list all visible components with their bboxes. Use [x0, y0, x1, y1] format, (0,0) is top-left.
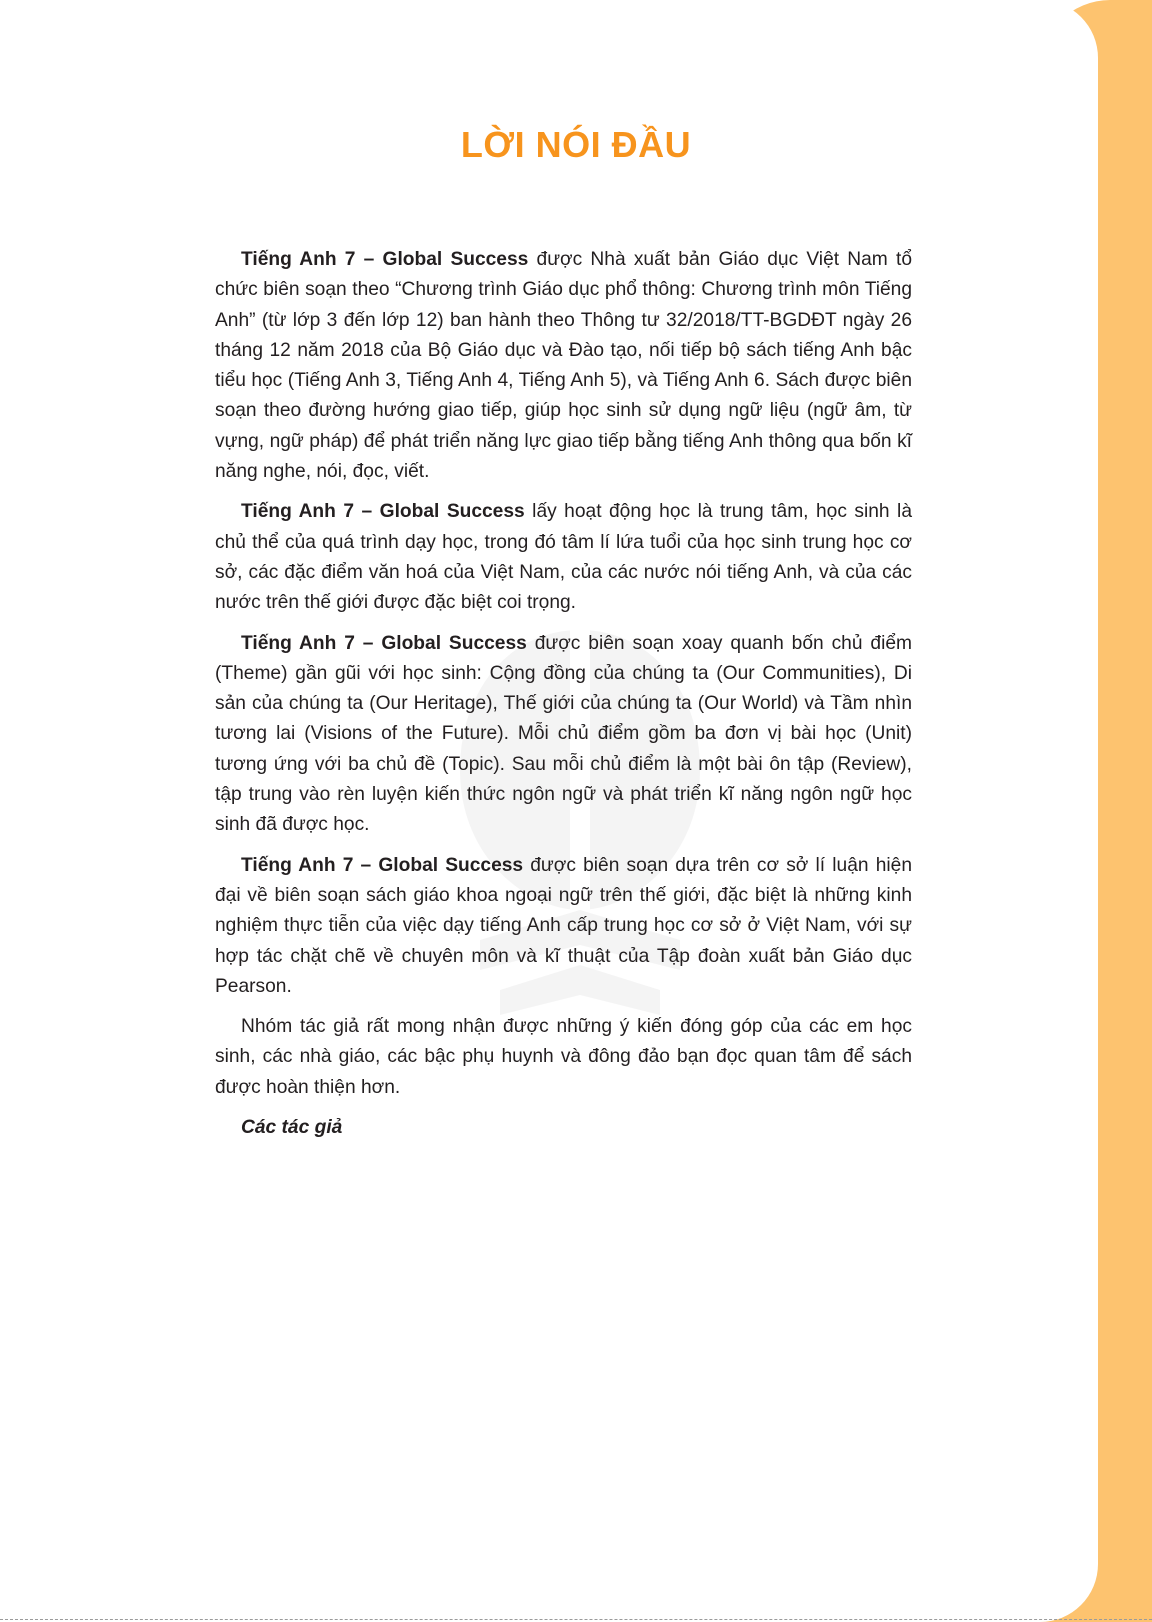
page-edge-curve	[1040, 0, 1098, 1622]
paragraph-4	[215, 851, 912, 1002]
book-title-lead: Tiếng Anh 7 – Global Success	[241, 501, 525, 523]
page-title: LỜI NÓI ĐẦU	[460, 124, 692, 165]
preface-body	[215, 245, 912, 1153]
book-title-lead: Tiếng Anh 7 – Global Success	[241, 249, 529, 270]
signature: Các tác giả	[241, 1117, 343, 1139]
paragraph-text: Nhóm tác giả rất mong nhận được những ý kiến đóng góp của các em học sinh, các nhà giáo, các bậc phụ huynh và đông đảo bạn đọc quan tâm để sách được hoàn thiện hơn.	[215, 1016, 912, 1098]
page-bottom-divider	[0, 1619, 1152, 1620]
paragraph-text: lấy hoạt động học là trung tâm, học sinh là chủ thể của quá trình dạy học, trong đó tâm lí lứa tuổi của học sinh trung học cơ sở, các đặc điểm văn hoá của Việt Nam, của các nước nói tiếng Anh, và của các nước trên thế giới được đặc biệt coi trọng.	[215, 501, 912, 614]
paragraph-3	[215, 629, 912, 841]
paragraph-5	[215, 1012, 912, 1103]
paragraph-text: được biên soạn dựa trên cơ sở lí luận hiện đại về biên soạn sách giáo khoa ngoại ngữ trên thế giới, đặc biệt là những kinh nghiệm thực tiễn của việc dạy tiếng Anh cấp trung học cơ sở ở Việt Nam, với sự hợp tác chặt chẽ về chuyên môn và kĩ thuật của Tập đoàn xuất bản Giáo dục Pearson.	[215, 854, 912, 997]
paragraph-2	[215, 497, 912, 618]
paragraph-1	[215, 245, 912, 487]
book-title-lead: Tiếng Anh 7 – Global Success	[241, 632, 527, 654]
book-title-lead: Tiếng Anh 7 – Global Success	[241, 854, 524, 876]
paragraph-text: được Nhà xuất bản Giáo dục Việt Nam tổ chức biên soạn theo “Chương trình Giáo dục phổ thông: Chương trình môn Tiếng Anh” (từ lớp 3 đến lớp 12) ban hành theo Thông tư 32/2018/TT-BGDĐT ngày 26 tháng 12 năm 2018 của Bộ Giáo dục và Đào tạo, nối tiếp bộ sách tiếng Anh bậc tiểu học (Tiếng Anh 3, Tiếng Anh 4, Tiếng Anh 5), và Tiếng Anh 6. Sách được biên soạn theo đường hướng giao tiếp, giúp học sinh sử dụng ngữ liệu (ngữ âm, từ vựng, ngữ pháp) để phát triển năng lực giao tiếp bằng tiếng Anh thông qua bốn kĩ năng nghe, nói, đọc, viết.	[215, 249, 912, 483]
paragraph-text: được biên soạn xoay quanh bốn chủ điểm (Theme) gần gũi với học sinh: Cộng đồng của chúng ta (Our Communities), Di sản của chúng ta (Our Heritage), Thế giới của chúng ta (Our World) và Tầm nhìn tương lai (Visions of the Future). Mỗi chủ điểm gồm ba đơn vị bài học (Unit) tương ứng với ba chủ đề (Topic). Sau mỗi chủ điểm là một bài ôn tập (Review), tập trung vào rèn luyện kiến thức ngôn ngữ và phát triển kĩ năng ngôn ngữ học sinh đã được học.	[215, 632, 912, 836]
